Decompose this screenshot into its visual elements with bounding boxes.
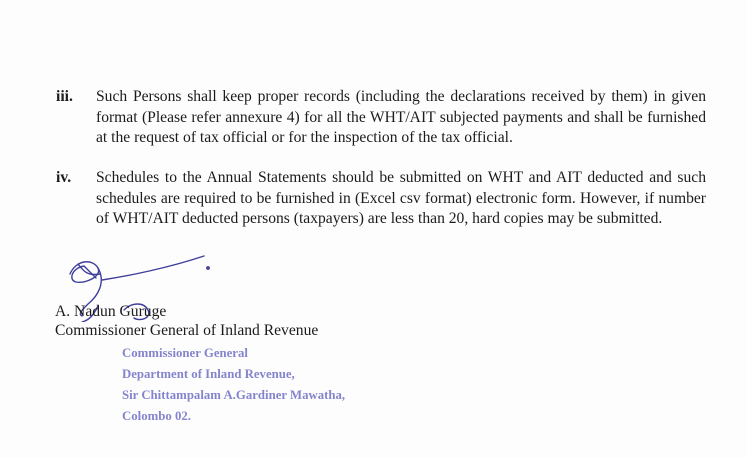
stamp-line: Commissioner General xyxy=(122,346,248,360)
signatory-name: A. Nadun Guruge xyxy=(55,303,167,320)
clause-iii xyxy=(56,87,706,149)
stamp-line: Department of Inland Revenue, xyxy=(122,367,295,381)
clause-text: Schedules to the Annual Statements should be submitted on WHT and AIT deducted and such schedules are required to be furnished in (Excel csv format) electronic form. However, if number of WHT/AIT deducted persons (taxpayers) are less than 20, hard copies may be submitted. xyxy=(96,169,706,227)
stamp-line: Colombo 02. xyxy=(122,409,191,423)
clause-text: Such Persons shall keep proper records (including the declarations received by them) in given format (Please refer annexure 4) for all the WHT/AIT subjected payments and shall be furnished at the request of tax official or for the inspection of the tax official. xyxy=(96,88,706,146)
signatory-title: Commissioner General of Inland Revenue xyxy=(55,322,319,339)
clause-number: iv. xyxy=(56,169,72,186)
official-stamp xyxy=(122,343,345,427)
clause-number: iii. xyxy=(56,88,73,105)
clause-iv xyxy=(56,168,706,230)
stamp-line: Sir Chittampalam A.Gardiner Mawatha, xyxy=(122,388,346,402)
